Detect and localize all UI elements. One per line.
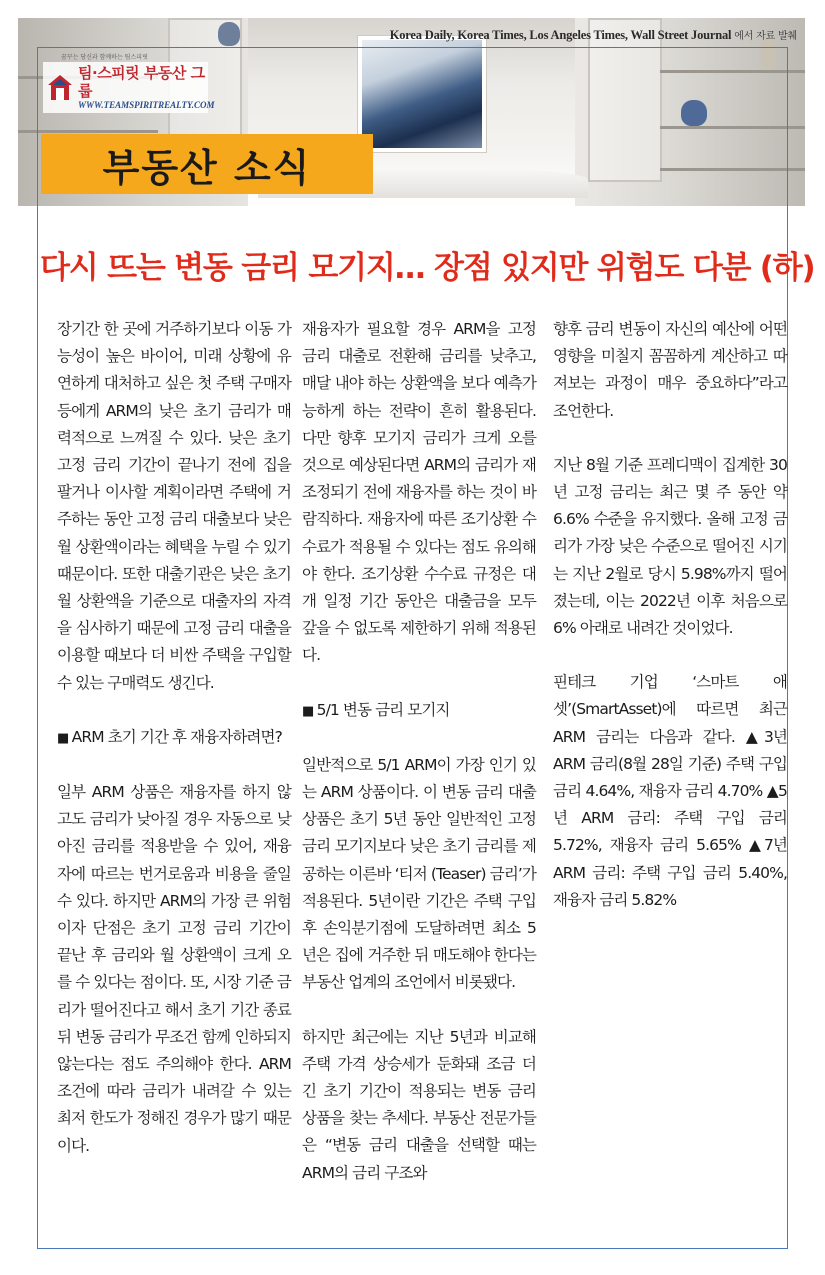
subheading: ■ ARM 초기 기간 후 재융자하려면? (57, 724, 291, 752)
article-headline: 다시 뜨는 변동 금리 모기지… 장점 있지만 위험도 다분 (하) (40, 250, 815, 286)
article-column-3 (553, 316, 787, 941)
paragraph: 일반적으로 5/1 ARM이 가장 인기 있는 ARM 상품이다. 이 변동 금리 대출 상품은 초기 5년 동안 일반적인 고정 금리 모기지보다 낮은 초기 금리를 제공하는 이른바 ‘티저 (Teaser) 금리’가 적용된다. 5년이란 기간은 주택 구입 후 손익분기점에 도달하려면 최소 5년은 집에 거주한 뒤 매도해야 한다는 부동산 업계의 조언에서 비롯됐다. (302, 755, 536, 992)
paragraph: 향후 금리 변동이 자신의 예산에 어떤 영향을 미칠지 꼼꼼하게 계산하고 따져보는 과정이 매우 중요하다”라고 조언한다. (553, 320, 787, 420)
paragraph: 지난 8월 기준 프레디맥이 집계한 30년 고정 금리는 최근 몇 주 동안 약 6.6% 수준을 유지했다. 올해 고정 금리가 가장 낮은 수준으로 떨어진 시기는 지난 2월로 당시 5.98%까지 떨어졌는데, 이는 2022년 이후 처음으로 6% 아래로 내려간 것이었다. (553, 455, 787, 638)
paragraph: 장기간 한 곳에 거주하기보다 이동 가능성이 높은 바이어, 미래 상황에 유연하게 대처하고 싶은 첫 주택 구매자 등에게 ARM의 낮은 초기 금리가 매력적으로 느껴질 수 있다. 낮은 초기 고정 금리 기간이 끝나기 전에 집을 팔거나 이사할 계획이라면 주택에 거주하는 동안 고정 금리 대출보다 낮은 월 상환액이라는 혜택을 누릴 수 있기 때문이다. 또한 대출기관은 낮은 초기 월 상환액을 기준으로 대출자의 자격을 심사하기 때문에 고정 금리 대출을 이용할 때보다 더 비싼 주택을 구입할 수 있는 구매력도 생긴다. (57, 320, 291, 692)
company-logo (43, 52, 215, 110)
house-icon (47, 73, 73, 103)
article-column-2 (302, 316, 536, 1214)
article-column-1 (57, 316, 291, 1187)
section-title: 부동산 소식 (102, 145, 312, 190)
source-credit: Korea Daily, Korea Times, Los Angeles Times, Wall Street Journal 에서 자료 발췌 (389, 28, 797, 42)
paragraph: 일부 ARM 상품은 재융자를 하지 않고도 금리가 낮아질 경우 자동으로 낮아진 금리를 적용받을 수 있어, 재융자에 따르는 번거로움과 비용을 줄일 수 있다. 하지만 ARM의 가장 큰 위험이자 단점은 초기 고정 금리 기간이 끝난 후 금리와 월 상환액이 크게 오를 수 있다는 점이다. 또, 시장 기준 금리가 떨어진다고 해서 초기 기간 종료 뒤 변동 금리가 무조건 함께 인하되지 않는다는 점도 주의해야 한다. ARM 조건에 따라 금리가 내려갈 수 있는 최저 한도가 정해진 경우가 많기 때문이다. (57, 783, 291, 1155)
paragraph: 하지만 최근에는 지난 5년과 비교해 주택 가격 상승세가 둔화돼 조금 더 긴 초기 기간이 적용되는 변동 금리 상품을 찾는 추세다. 부동산 전문가들은 “변동 금리 대출을 선택할 때는 ARM의 금리 구조와 (302, 1027, 536, 1182)
logo-name: 팀·스피릿 부동산 그룹 (78, 64, 205, 100)
logo-tagline: 꿈꾸는 당신과 함께하는 팀스피릿 (61, 54, 148, 61)
paragraph: 핀테크 기업 ‘스마트 애셋’(SmartAsset)에 따르면 최근 ARM 금리는 다음과 같다. ▲3년 ARM 금리(8월 28일 기준) 주택 구입 금리 4.64%, 재융자 금리 4.70% ▲5년 ARM 금리: 주택 구입 금리 5.72%, 재융자 금리 5.65% ▲7년 ARM 금리: 주택 구입 금리 5.40%, 재융자 금리 5.82% (553, 673, 787, 909)
logo-url: WWW.TEAMSPIRITREALTY.COM (78, 100, 215, 110)
section-title-banner (41, 134, 373, 194)
subheading: ■ 5/1 변동 금리 모기지 (302, 697, 536, 725)
paragraph: 재융자가 필요할 경우 ARM을 고정 금리 대출로 전환해 금리를 낮추고, 매달 내야 하는 상환액을 보다 예측가능하게 하는 전략이 흔히 활용된다. 다만 향후 모기지 금리가 크게 오를 것으로 예상된다면 ARM의 금리가 재조정되기 전에 재융자를 하는 것이 바람직하다. 재융자에 따른 조기상환 수수료가 적용될 수 있다는 점도 유의해야 한다. 조기상환 수수료 규정은 대개 일정 기간 동안은 대출금을 모두 갚을 수 없도록 제한하기 위해 적용된다. (302, 320, 536, 665)
